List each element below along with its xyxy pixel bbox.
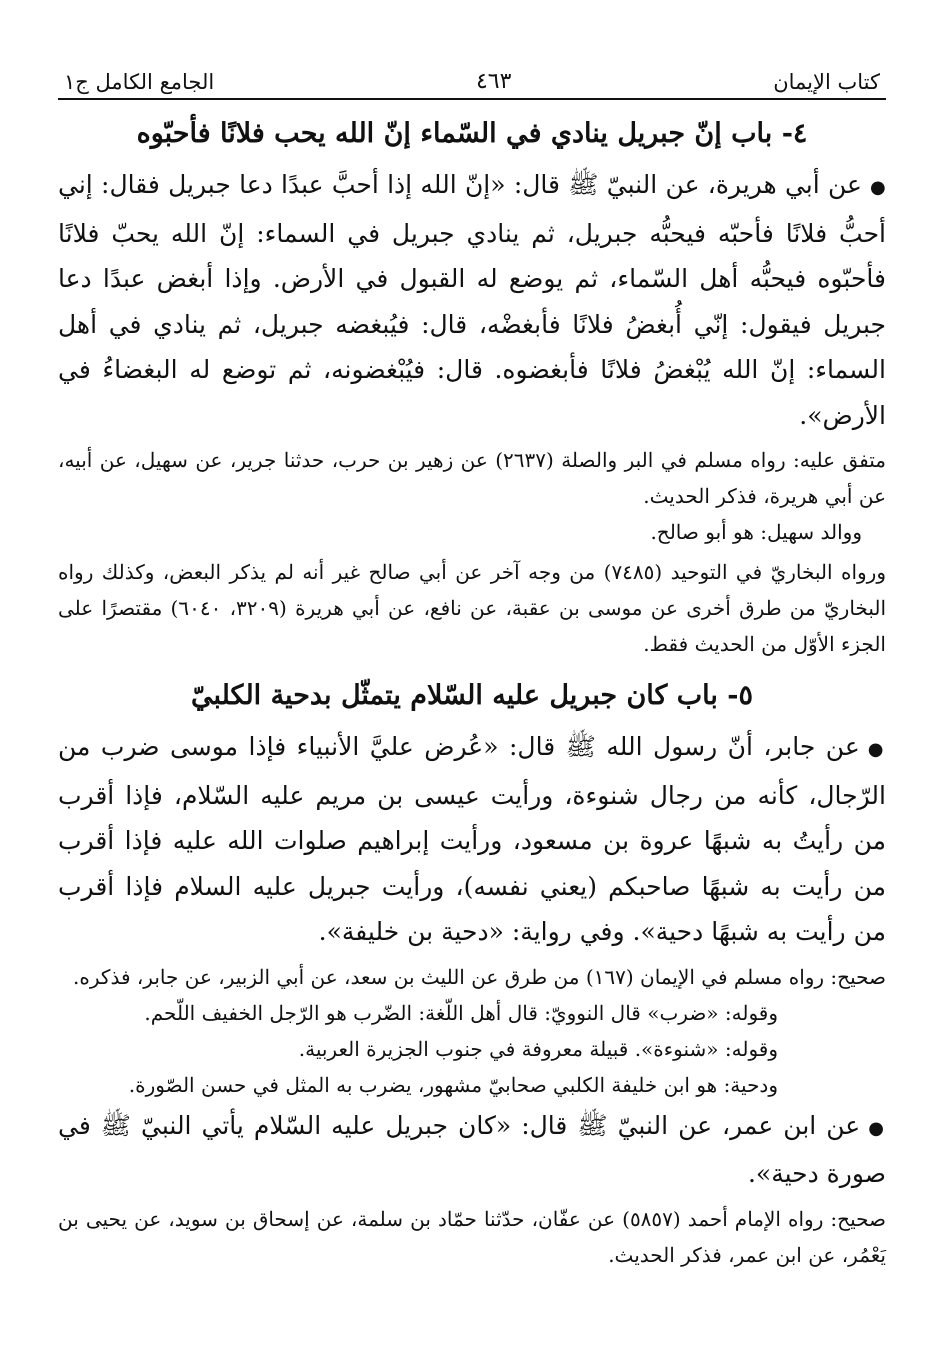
bullet-icon: ● [867,739,886,760]
takhrij-note: ورواه البخاريّ في التوحيد (٧٤٨٥) من وجه آخر عن أبي صالح غير أنه لم يذكر البعض، وكذلك رواه البخاريّ من طرق أخرى عن موسى بن عقبة، عن نافع، عن أبي هريرة (٣٢٠٩، ٦٠٤٠) مقتصرًا على الجزء الأوّل من الحديث فقط. [58,560,887,656]
hadith-body: عن أبي هريرة، عن النبيّ ﷺ قال: «إنّ الله إذا أحبَّ عبدًا دعا جبريل فقال: إني أحبُّ فلانًا فأحبّه فيحبُّه جبريل، ثم ينادي جبريل في السماء: إنّ الله يحبّ فلانًا فأحبّوه فيحبُّه أهل السّماء، ثم يوضع له القبول في الأرض. وإذا أبغض عبدًا دعا جبريل فيقول: إنّي أُبغضُ فلانًا فأبغضْه، قال: فيُبغضه جبريل، ثم ينادي في أهل السماء: إنّ الله يُبْغضُ فلانًا فأبغضوه. قال: فيُبْغضونه، ثم توضع له البغضاءُ في الأرض». [58,170,886,430]
word-explanation: وقوله: «شنوءة». قبيلة معروفة في جنوب الجزيرة العربية. [298,1036,778,1061]
word-explanation: ودحية: هو ابن خليفة الكلبي صحابيّ مشهور، يضرب به المثل في حسن الصّورة. [128,1072,778,1097]
page-number: ٤٦٣ [475,69,512,94]
hadith-body: عن جابر، أنّ رسول الله ﷺ قال: «عُرض عليَّ الأنبياء فإذا موسى ضرب من الرّجال، كأنه من رجال شنوءة، ورأيت عيسى بن مريم عليه السّلام، فإذا أقرب من رأيتُ به شبهًا عروة بن مسعود، ورأيت إبراهيم صلوات الله عليه فإذا أقرب من رأيت به شبهًا صاحبكم (يعني نفسه)، ورأيت جبريل عليه السلام فإذا أقرب من رأيت به شبهًا دحية». وفي رواية: «دحية بن خليفة». [58,732,886,946]
book-page [58,48,886,1273]
hadith-text [58,1103,886,1197]
chapter-heading-4: ٤- باب إنّ جبريل ينادي في السّماء إنّ الله يحب فلانًا فأحبّوه [136,118,808,149]
book-section-title: كتاب الإيمان [773,70,880,94]
takhrij-note: متفق عليه: رواه مسلم في البر والصلة (٢٦٣٧) عن زهير بن حرب، حدثنا جرير، عن سهيل، عن أبيه، عن أبي هريرة، فذكر الحديث. [58,448,887,508]
running-header [58,48,886,100]
takhrij-note: صحيح: رواه مسلم في الإيمان (١٦٧) من طرق عن الليث بن سعد، عن أبي الزبير، عن جابر، فذكره. [73,964,886,989]
bullet-icon: ● [868,1117,886,1139]
hadith-text [58,724,886,955]
bullet-icon: ● [869,177,886,198]
hadith-text [58,162,886,438]
word-explanation: وقوله: «ضرب» قال النوويّ: قال أهل اللّغة: الضّرب هو الرّجل الخفيف اللّحم. [144,1000,778,1025]
chapter-heading-5: ٥- باب كان جبريل عليه السّلام يتمثّل بدحية الكلبيّ [190,680,754,711]
takhrij-note: صحيح: رواه الإمام أحمد (٥٨٥٧) عن عفّان، حدّثنا حمّاد بن سلمة، عن إسحاق بن سويد، عن يحيى بن يَعْمُر، عن ابن عمر، فذكر الحديث. [58,1206,887,1267]
narrator-note: ووالد سهيل: هو أبو صالح. [650,520,862,544]
hadith-body: عن ابن عمر، عن النبيّ ﷺ قال: «كان جبريل عليه السّلام يأتي النبيّ ﷺ في صورة دحية». [58,1110,886,1188]
book-title: الجامع الكامل ج١ [64,70,215,94]
